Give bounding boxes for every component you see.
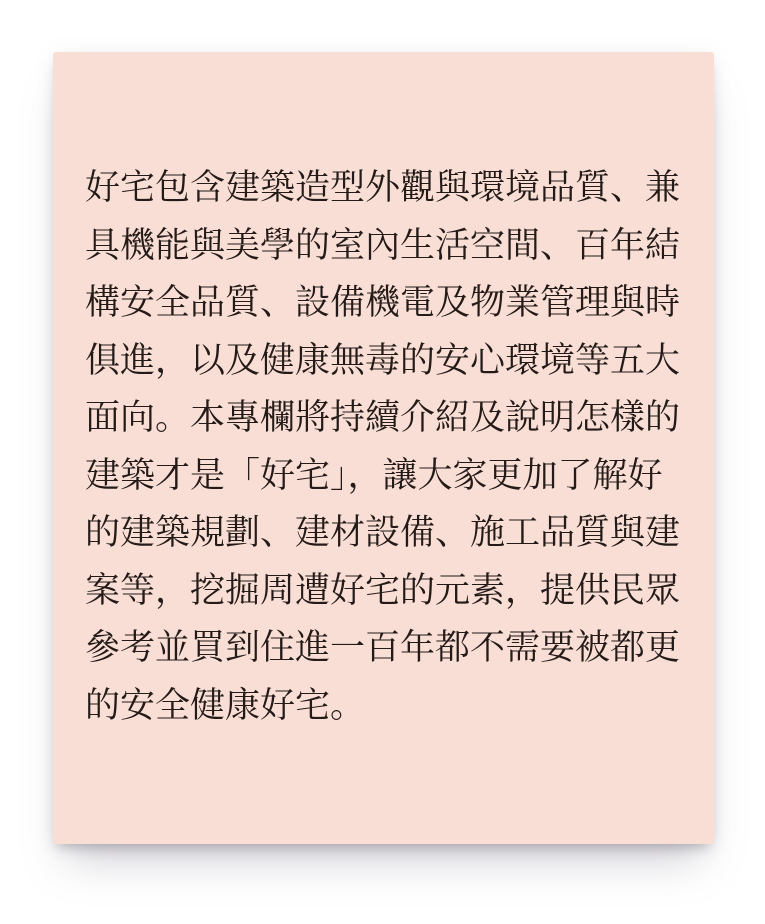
paragraph-line: 具機能與美學的室內生活空間、百年結 [85,225,681,266]
paragraph-line: 面向。本專欄將持續介紹及說明怎樣的 [85,398,681,438]
paragraph-line: 俱進，以及健康無毒的安心環境等五大 [85,340,681,381]
paragraph-line: 好宅包含建築造型外觀與環境品質、兼 [85,168,681,208]
paragraph-line: 參考並買到住進一百年都不需要被都更 [85,628,681,668]
article-card [53,52,714,844]
paragraph-line: 建築才是「好宅」，讓大家更加了解好 [85,455,663,496]
paragraph-line: 的安全健康好宅。 [85,685,366,726]
paragraph-line: 的建築規劃、建材設備、施工品質與建 [85,513,681,553]
paragraph-line: 案等，挖掘周遭好宅的元素，提供民眾 [85,570,681,611]
article-paragraph [53,52,714,735]
paragraph-line: 構安全品質、設備機電及物業管理與時 [85,283,681,323]
